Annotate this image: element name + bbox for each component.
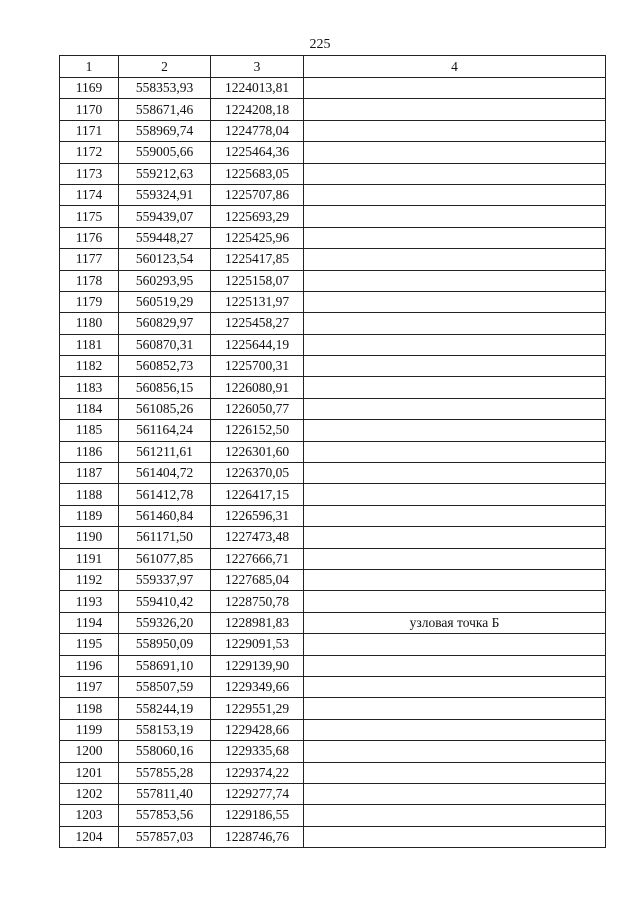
point-number-cell: 1173 [60, 163, 119, 184]
x-coordinate-cell: 561211,61 [119, 441, 211, 462]
note-cell [304, 591, 606, 612]
y-coordinate-cell: 1224013,81 [211, 78, 304, 99]
x-coordinate-cell: 558353,93 [119, 78, 211, 99]
point-number-cell: 1170 [60, 99, 119, 120]
point-number-cell: 1190 [60, 527, 119, 548]
x-coordinate-cell: 559324,91 [119, 184, 211, 205]
note-cell [304, 184, 606, 205]
table-row [60, 206, 606, 227]
table-row [60, 420, 606, 441]
table-row [60, 463, 606, 484]
point-number-cell: 1199 [60, 719, 119, 740]
table-row [60, 377, 606, 398]
x-coordinate-cell: 559212,63 [119, 163, 211, 184]
coordinates-table [59, 55, 606, 848]
y-coordinate-cell: 1224778,04 [211, 120, 304, 141]
note-cell [304, 505, 606, 526]
note-cell [304, 484, 606, 505]
point-number-cell: 1174 [60, 184, 119, 205]
y-coordinate-cell: 1229349,66 [211, 676, 304, 697]
note-cell [304, 227, 606, 248]
table-row [60, 569, 606, 590]
y-coordinate-cell: 1229374,22 [211, 762, 304, 783]
table-row [60, 142, 606, 163]
table-row [60, 634, 606, 655]
note-cell [304, 356, 606, 377]
table-row [60, 698, 606, 719]
table-row [60, 398, 606, 419]
point-number-cell: 1175 [60, 206, 119, 227]
note-cell [304, 120, 606, 141]
table-row [60, 548, 606, 569]
point-number-cell: 1176 [60, 227, 119, 248]
x-coordinate-cell: 559410,42 [119, 591, 211, 612]
x-coordinate-cell: 557855,28 [119, 762, 211, 783]
point-number-cell: 1196 [60, 655, 119, 676]
note-cell [304, 270, 606, 291]
x-coordinate-cell: 557811,40 [119, 783, 211, 804]
note-cell [304, 762, 606, 783]
x-coordinate-cell: 561085,26 [119, 398, 211, 419]
point-number-cell: 1202 [60, 783, 119, 804]
x-coordinate-cell: 558153,19 [119, 719, 211, 740]
y-coordinate-cell: 1226080,91 [211, 377, 304, 398]
note-cell [304, 676, 606, 697]
y-coordinate-cell: 1225425,96 [211, 227, 304, 248]
table-row [60, 78, 606, 99]
note-cell [304, 313, 606, 334]
note-cell [304, 805, 606, 826]
column-header-1: 1 [60, 56, 119, 78]
y-coordinate-cell: 1226417,15 [211, 484, 304, 505]
y-coordinate-cell: 1226050,77 [211, 398, 304, 419]
y-coordinate-cell: 1228750,78 [211, 591, 304, 612]
table-row [60, 676, 606, 697]
point-number-cell: 1183 [60, 377, 119, 398]
table-row [60, 313, 606, 334]
note-cell [304, 634, 606, 655]
table-header-row [60, 56, 606, 78]
table-row [60, 120, 606, 141]
note-cell [304, 142, 606, 163]
table-row [60, 163, 606, 184]
table-row [60, 612, 606, 633]
point-number-cell: 1188 [60, 484, 119, 505]
note-cell [304, 291, 606, 312]
point-number-cell: 1186 [60, 441, 119, 462]
x-coordinate-cell: 561077,85 [119, 548, 211, 569]
table-row [60, 334, 606, 355]
y-coordinate-cell: 1225464,36 [211, 142, 304, 163]
y-coordinate-cell: 1226152,50 [211, 420, 304, 441]
table-row [60, 291, 606, 312]
y-coordinate-cell: 1226370,05 [211, 463, 304, 484]
y-coordinate-cell: 1229277,74 [211, 783, 304, 804]
y-coordinate-cell: 1225417,85 [211, 249, 304, 270]
column-header-2: 2 [119, 56, 211, 78]
table-row [60, 505, 606, 526]
y-coordinate-cell: 1229551,29 [211, 698, 304, 719]
table-row [60, 805, 606, 826]
note-cell [304, 420, 606, 441]
note-cell [304, 741, 606, 762]
x-coordinate-cell: 557853,56 [119, 805, 211, 826]
column-header-3: 3 [211, 56, 304, 78]
point-number-cell: 1169 [60, 78, 119, 99]
note-cell [304, 698, 606, 719]
x-coordinate-cell: 560123,54 [119, 249, 211, 270]
point-number-cell: 1192 [60, 569, 119, 590]
point-number-cell: 1181 [60, 334, 119, 355]
point-number-cell: 1179 [60, 291, 119, 312]
point-number-cell: 1193 [60, 591, 119, 612]
table-row [60, 762, 606, 783]
point-number-cell: 1171 [60, 120, 119, 141]
x-coordinate-cell: 560293,95 [119, 270, 211, 291]
note-cell [304, 826, 606, 847]
point-number-cell: 1177 [60, 249, 119, 270]
point-number-cell: 1178 [60, 270, 119, 291]
point-number-cell: 1197 [60, 676, 119, 697]
note-cell [304, 249, 606, 270]
point-number-cell: 1204 [60, 826, 119, 847]
table-row [60, 826, 606, 847]
table-row [60, 441, 606, 462]
y-coordinate-cell: 1228746,76 [211, 826, 304, 847]
x-coordinate-cell: 561460,84 [119, 505, 211, 526]
x-coordinate-cell: 560852,73 [119, 356, 211, 377]
x-coordinate-cell: 560519,29 [119, 291, 211, 312]
y-coordinate-cell: 1227473,48 [211, 527, 304, 548]
y-coordinate-cell: 1227666,71 [211, 548, 304, 569]
x-coordinate-cell: 558244,19 [119, 698, 211, 719]
y-coordinate-cell: 1229139,90 [211, 655, 304, 676]
point-number-cell: 1198 [60, 698, 119, 719]
note-cell [304, 78, 606, 99]
page-number: 225 [309, 37, 331, 52]
x-coordinate-cell: 560870,31 [119, 334, 211, 355]
x-coordinate-cell: 561171,50 [119, 527, 211, 548]
y-coordinate-cell: 1227685,04 [211, 569, 304, 590]
y-coordinate-cell: 1229428,66 [211, 719, 304, 740]
note-cell: узловая точка Б [304, 612, 606, 633]
table-row [60, 270, 606, 291]
x-coordinate-cell: 558950,09 [119, 634, 211, 655]
note-cell [304, 527, 606, 548]
y-coordinate-cell: 1229091,53 [211, 634, 304, 655]
point-number-cell: 1180 [60, 313, 119, 334]
point-number-cell: 1189 [60, 505, 119, 526]
y-coordinate-cell: 1225131,97 [211, 291, 304, 312]
table-row [60, 356, 606, 377]
note-cell [304, 99, 606, 120]
x-coordinate-cell: 561404,72 [119, 463, 211, 484]
point-number-cell: 1185 [60, 420, 119, 441]
point-number-cell: 1191 [60, 548, 119, 569]
point-number-cell: 1195 [60, 634, 119, 655]
y-coordinate-cell: 1224208,18 [211, 99, 304, 120]
table-row [60, 249, 606, 270]
table-row [60, 184, 606, 205]
point-number-cell: 1203 [60, 805, 119, 826]
x-coordinate-cell: 558969,74 [119, 120, 211, 141]
note-cell [304, 655, 606, 676]
x-coordinate-cell: 561412,78 [119, 484, 211, 505]
x-coordinate-cell: 558671,46 [119, 99, 211, 120]
x-coordinate-cell: 559439,07 [119, 206, 211, 227]
note-cell [304, 463, 606, 484]
point-number-cell: 1194 [60, 612, 119, 633]
note-cell [304, 548, 606, 569]
note-cell [304, 206, 606, 227]
y-coordinate-cell: 1225700,31 [211, 356, 304, 377]
table-row [60, 783, 606, 804]
point-number-cell: 1201 [60, 762, 119, 783]
y-coordinate-cell: 1229335,68 [211, 741, 304, 762]
table-row [60, 741, 606, 762]
point-number-cell: 1182 [60, 356, 119, 377]
y-coordinate-cell: 1228981,83 [211, 612, 304, 633]
y-coordinate-cell: 1225683,05 [211, 163, 304, 184]
table-row [60, 527, 606, 548]
table-body [60, 78, 606, 848]
y-coordinate-cell: 1226301,60 [211, 441, 304, 462]
x-coordinate-cell: 557857,03 [119, 826, 211, 847]
x-coordinate-cell: 558060,16 [119, 741, 211, 762]
x-coordinate-cell: 559005,66 [119, 142, 211, 163]
note-cell [304, 377, 606, 398]
x-coordinate-cell: 558507,59 [119, 676, 211, 697]
x-coordinate-cell: 558691,10 [119, 655, 211, 676]
note-cell [304, 163, 606, 184]
note-cell [304, 569, 606, 590]
y-coordinate-cell: 1225644,19 [211, 334, 304, 355]
y-coordinate-cell: 1229186,55 [211, 805, 304, 826]
table-row [60, 591, 606, 612]
note-cell [304, 398, 606, 419]
point-number-cell: 1187 [60, 463, 119, 484]
note-cell [304, 441, 606, 462]
x-coordinate-cell: 559337,97 [119, 569, 211, 590]
x-coordinate-cell: 559326,20 [119, 612, 211, 633]
point-number-cell: 1172 [60, 142, 119, 163]
x-coordinate-cell: 561164,24 [119, 420, 211, 441]
point-number-cell: 1184 [60, 398, 119, 419]
table-row [60, 99, 606, 120]
x-coordinate-cell: 559448,27 [119, 227, 211, 248]
y-coordinate-cell: 1225707,86 [211, 184, 304, 205]
x-coordinate-cell: 560829,97 [119, 313, 211, 334]
table-row [60, 655, 606, 676]
y-coordinate-cell: 1225458,27 [211, 313, 304, 334]
table-row [60, 719, 606, 740]
y-coordinate-cell: 1225158,07 [211, 270, 304, 291]
table-row [60, 227, 606, 248]
note-cell [304, 783, 606, 804]
y-coordinate-cell: 1225693,29 [211, 206, 304, 227]
column-header-4: 4 [304, 56, 606, 78]
note-cell [304, 719, 606, 740]
table-row [60, 484, 606, 505]
point-number-cell: 1200 [60, 741, 119, 762]
y-coordinate-cell: 1226596,31 [211, 505, 304, 526]
note-cell [304, 334, 606, 355]
x-coordinate-cell: 560856,15 [119, 377, 211, 398]
